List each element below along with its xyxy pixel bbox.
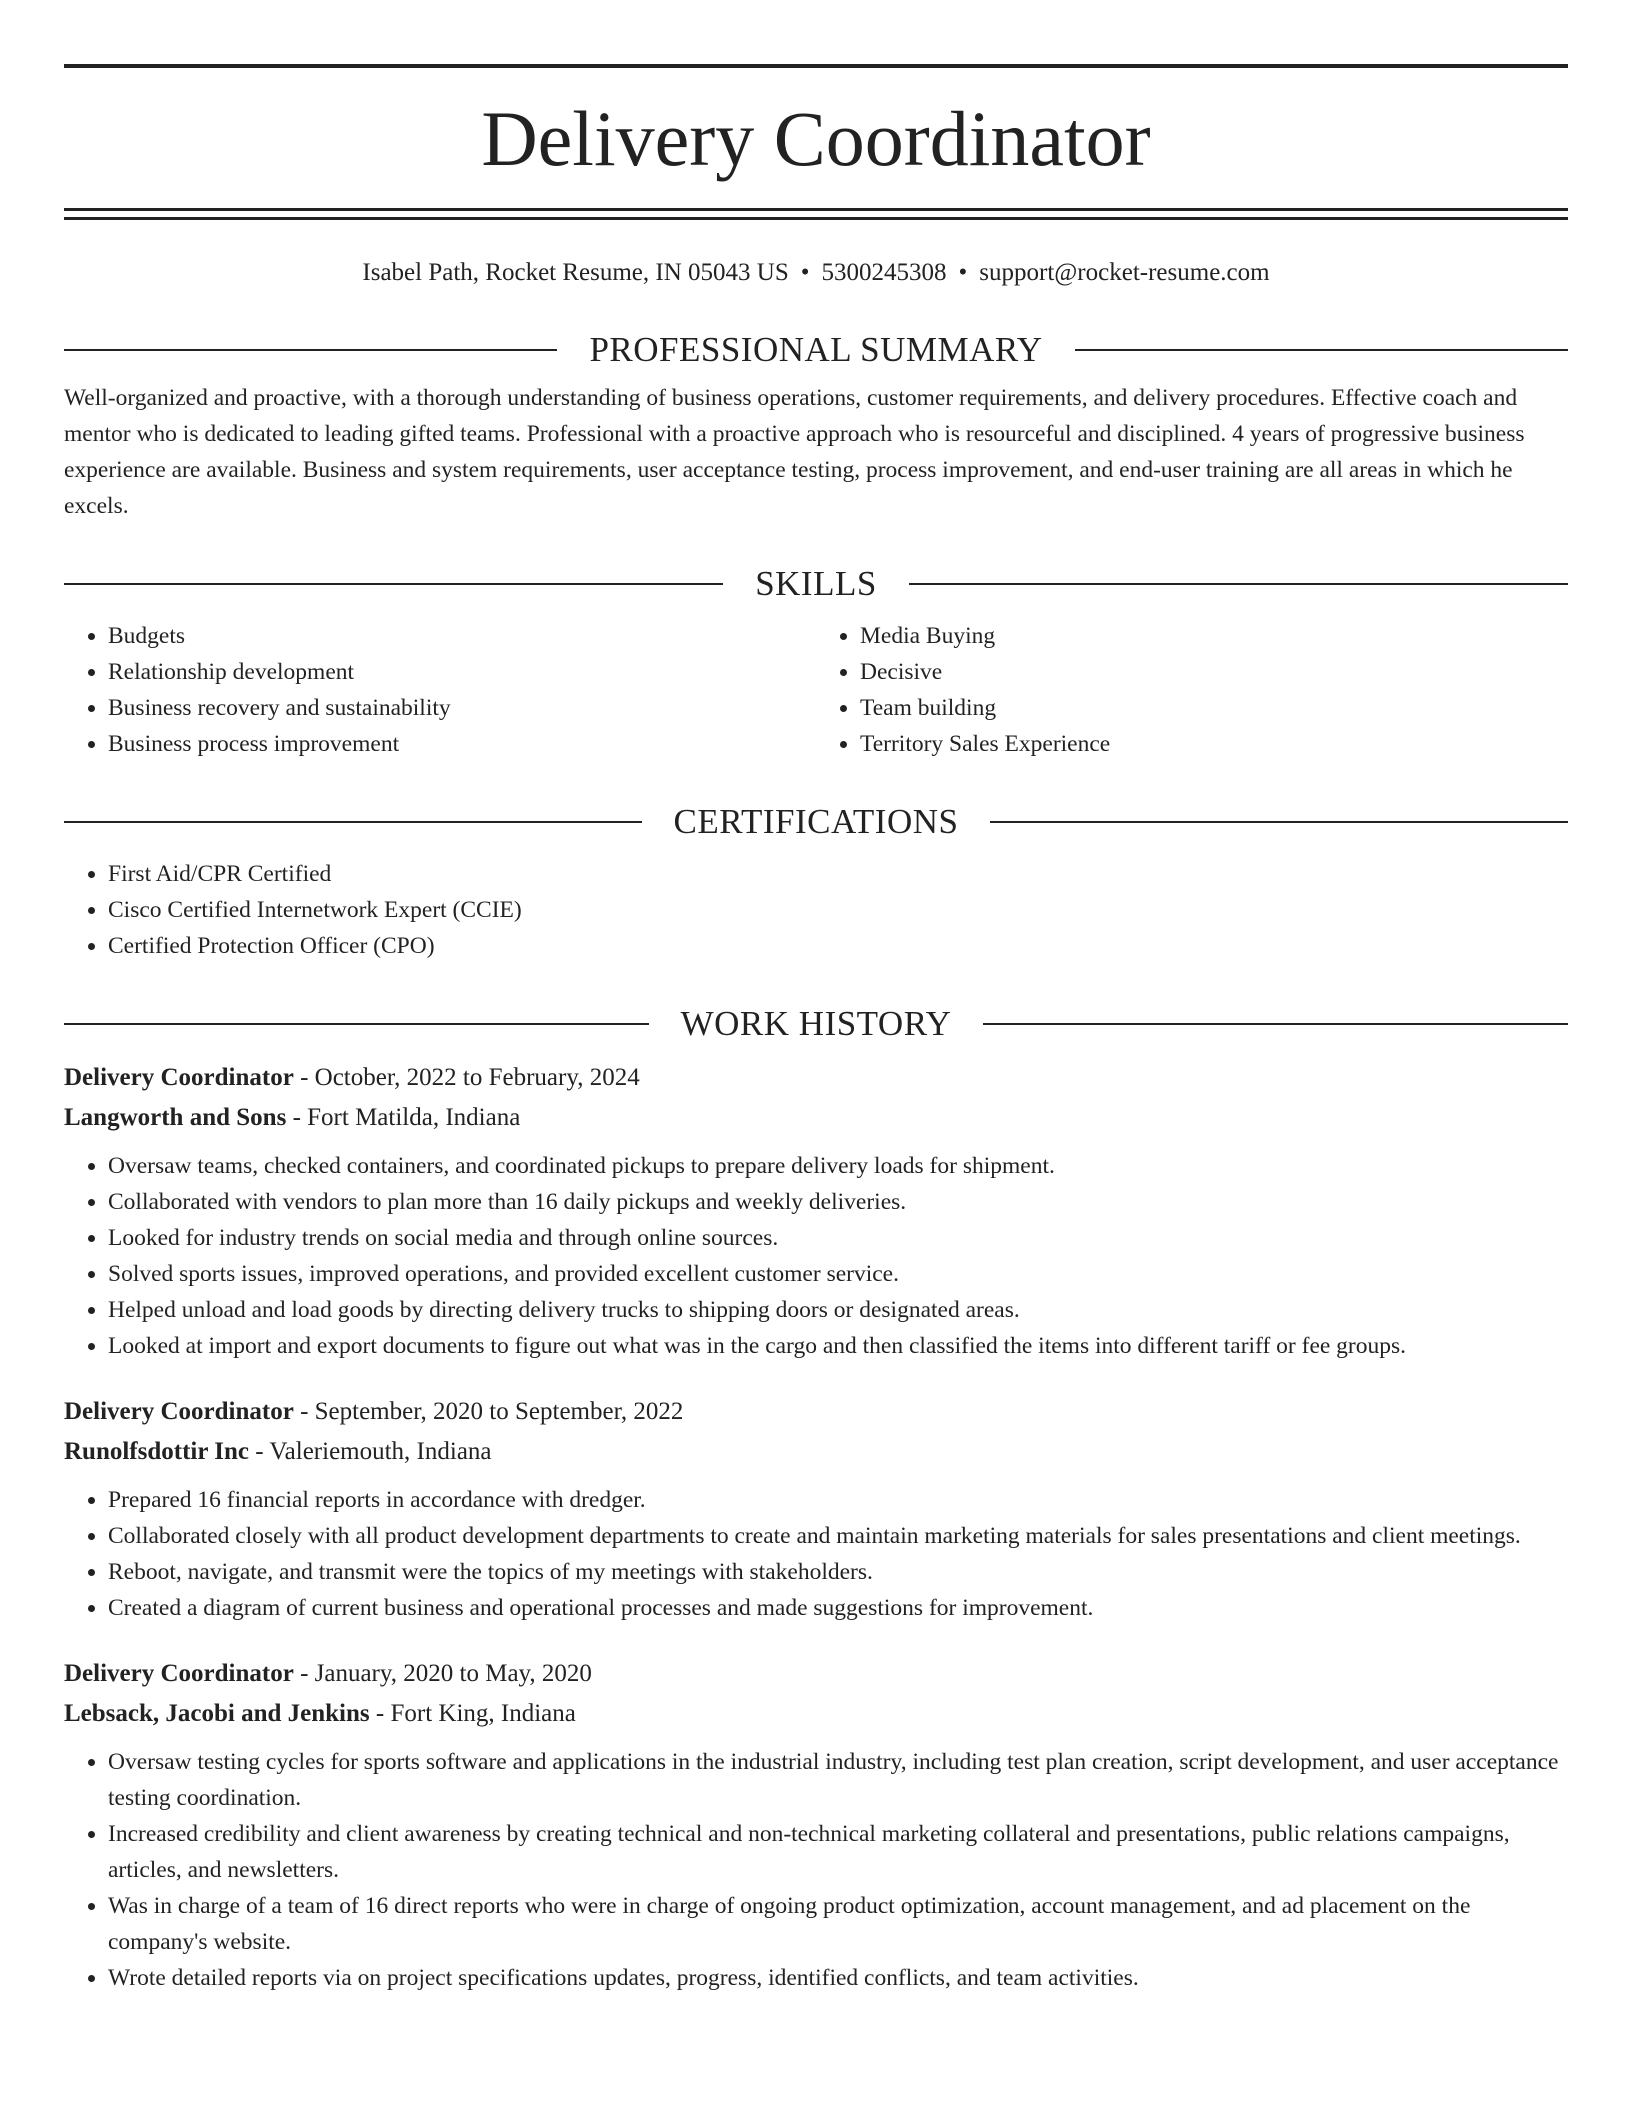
contact-line: [64, 256, 1568, 290]
job-bullet: • Wrote detailed reports via on project specifications updates, progress, identified conflicts, and team activities.: [108, 1960, 1568, 1996]
job-role-line: Delivery Coordinator - September, 2020 to September, 2022: [64, 1398, 684, 1425]
job-bullet: • Oversaw testing cycles for sports software and applications in the industrial industry, including test plan creation, script development, and user acceptance testing coordination.: [108, 1744, 1568, 1816]
job-bullet: • Collaborated with vendors to plan more than 16 daily pickups and weekly deliveries.: [108, 1184, 1568, 1220]
job-bullet: • Was in charge of a team of 16 direct reports who were in charge of ongoing product optimization, account management, and ad placement on the company's website.: [108, 1888, 1568, 1960]
divider: [64, 1023, 649, 1025]
contact-phone: 5300245308: [821, 259, 947, 286]
section-header-certifications: [64, 802, 1568, 842]
skill-item: • Budgets: [108, 618, 816, 654]
job-bullet: • Solved sports issues, improved operations, and provided excellent customer service.: [108, 1256, 1568, 1292]
job-dates: January, 2020 to May, 2020: [314, 1660, 592, 1687]
job-bullets: [64, 1482, 1568, 1626]
job-bullet: • Reboot, navigate, and transmit were the topics of my meetings with stakeholders.: [108, 1554, 1568, 1590]
section-header-summary: [64, 330, 1568, 370]
job-role-line: Delivery Coordinator - October, 2022 to February, 2024: [64, 1064, 640, 1091]
job-company: Lebsack, Jacobi and Jenkins: [64, 1700, 370, 1727]
job-bullet: • Looked for industry trends on social media and through online sources.: [108, 1220, 1568, 1256]
section-title: WORK HISTORY: [680, 1004, 952, 1043]
section-header-work-history: [64, 1004, 1568, 1044]
contact-email[interactable]: support@rocket-resume.com: [979, 259, 1270, 286]
section-header-skills: [64, 564, 1568, 604]
divider: [1075, 349, 1568, 351]
divider: [64, 349, 557, 351]
skill-item: • Business process improvement: [108, 726, 816, 762]
job-bullet: • Increased credibility and client awareness by creating technical and non-technical marketing collateral and presentations, public relations campaigns, articles, and newsletters.: [108, 1816, 1568, 1888]
job-entry: [64, 1392, 1568, 1626]
divider: [909, 583, 1568, 585]
job-bullet: • Prepared 16 financial reports in accordance with dredger.: [108, 1482, 1568, 1518]
section-title: CERTIFICATIONS: [673, 802, 959, 841]
skill-item: • Territory Sales Experience: [860, 726, 1568, 762]
certification-item: • Cisco Certified Internetwork Expert (CCIE): [108, 892, 1568, 928]
skills-column-right: [816, 618, 1568, 762]
job-bullets: [64, 1744, 1568, 1996]
divider: [983, 1023, 1568, 1025]
certification-list: [64, 856, 1568, 964]
summary-text: Well-organized and proactive, with a thorough understanding of business operations, customer requirements, and delivery procedures. Effective coach and mentor who is dedicated to leading gifted teams. Professional with a proactive approach who is resourceful and disciplined. 4 years of progressive business experience are available. Business and system requirements, user acceptance testing, process improvement, and end-user training are all areas in which he excels.: [64, 385, 1525, 519]
resume-page: [64, 64, 1568, 1996]
title-double-rule: [64, 208, 1568, 220]
job-bullet: • Collaborated closely with all product development departments to create and maintain marketing materials for sales presentations and client meetings.: [108, 1518, 1568, 1554]
page-title: Delivery Coordinator: [481, 95, 1151, 182]
contact-separator: •: [800, 259, 810, 286]
job-company-line: Langworth and Sons - Fort Matilda, Indiana: [64, 1104, 521, 1131]
skills-column-left: [64, 618, 816, 762]
contact-address: Isabel Path, Rocket Resume, IN 05043 US: [362, 259, 789, 286]
section-title: PROFESSIONAL SUMMARY: [589, 330, 1043, 369]
job-bullet: • Oversaw teams, checked containers, and coordinated pickups to prepare delivery loads for shipment.: [108, 1148, 1568, 1184]
section-title: SKILLS: [755, 564, 877, 603]
skill-item: • Business recovery and sustainability: [108, 690, 816, 726]
top-rule: [64, 64, 1568, 68]
skill-item: • Relationship development: [108, 654, 816, 690]
skill-item: • Decisive: [860, 654, 1568, 690]
skill-item: • Media Buying: [860, 618, 1568, 654]
job-company-line: Lebsack, Jacobi and Jenkins - Fort King, Indiana: [64, 1700, 576, 1727]
job-role-line: Delivery Coordinator - January, 2020 to May, 2020: [64, 1660, 592, 1687]
skills-list: [64, 618, 1568, 762]
skill-item: • Team building: [860, 690, 1568, 726]
certification-item: • Certified Protection Officer (CPO): [108, 928, 1568, 964]
job-role: Delivery Coordinator: [64, 1660, 294, 1687]
job-entry: [64, 1654, 1568, 1996]
job-location: Fort Matilda, Indiana: [307, 1104, 521, 1131]
job-dates: September, 2020 to September, 2022: [314, 1398, 684, 1425]
job-bullet: • Created a diagram of current business and operational processes and made suggestions for improvement.: [108, 1590, 1568, 1626]
job-location: Fort King, Indiana: [390, 1700, 576, 1727]
job-entry: [64, 1058, 1568, 1364]
divider: [64, 821, 642, 823]
certification-item: • First Aid/CPR Certified: [108, 856, 1568, 892]
job-role: Delivery Coordinator: [64, 1064, 294, 1091]
contact-separator: •: [958, 259, 968, 286]
divider: [64, 583, 723, 585]
job-bullet: • Looked at import and export documents to figure out what was in the cargo and then classified the items into different tariff or fee groups.: [108, 1328, 1568, 1364]
job-role: Delivery Coordinator: [64, 1398, 294, 1425]
job-company: Langworth and Sons: [64, 1104, 287, 1131]
job-location: Valeriemouth, Indiana: [269, 1438, 492, 1465]
job-dates: October, 2022 to February, 2024: [314, 1064, 640, 1091]
job-company-line: Runolfsdottir Inc - Valeriemouth, Indiana: [64, 1438, 492, 1465]
job-bullets: [64, 1148, 1568, 1364]
divider: [990, 821, 1568, 823]
job-company: Runolfsdottir Inc: [64, 1438, 249, 1465]
job-bullet: • Helped unload and load goods by directing delivery trucks to shipping doors or designated areas.: [108, 1292, 1568, 1328]
